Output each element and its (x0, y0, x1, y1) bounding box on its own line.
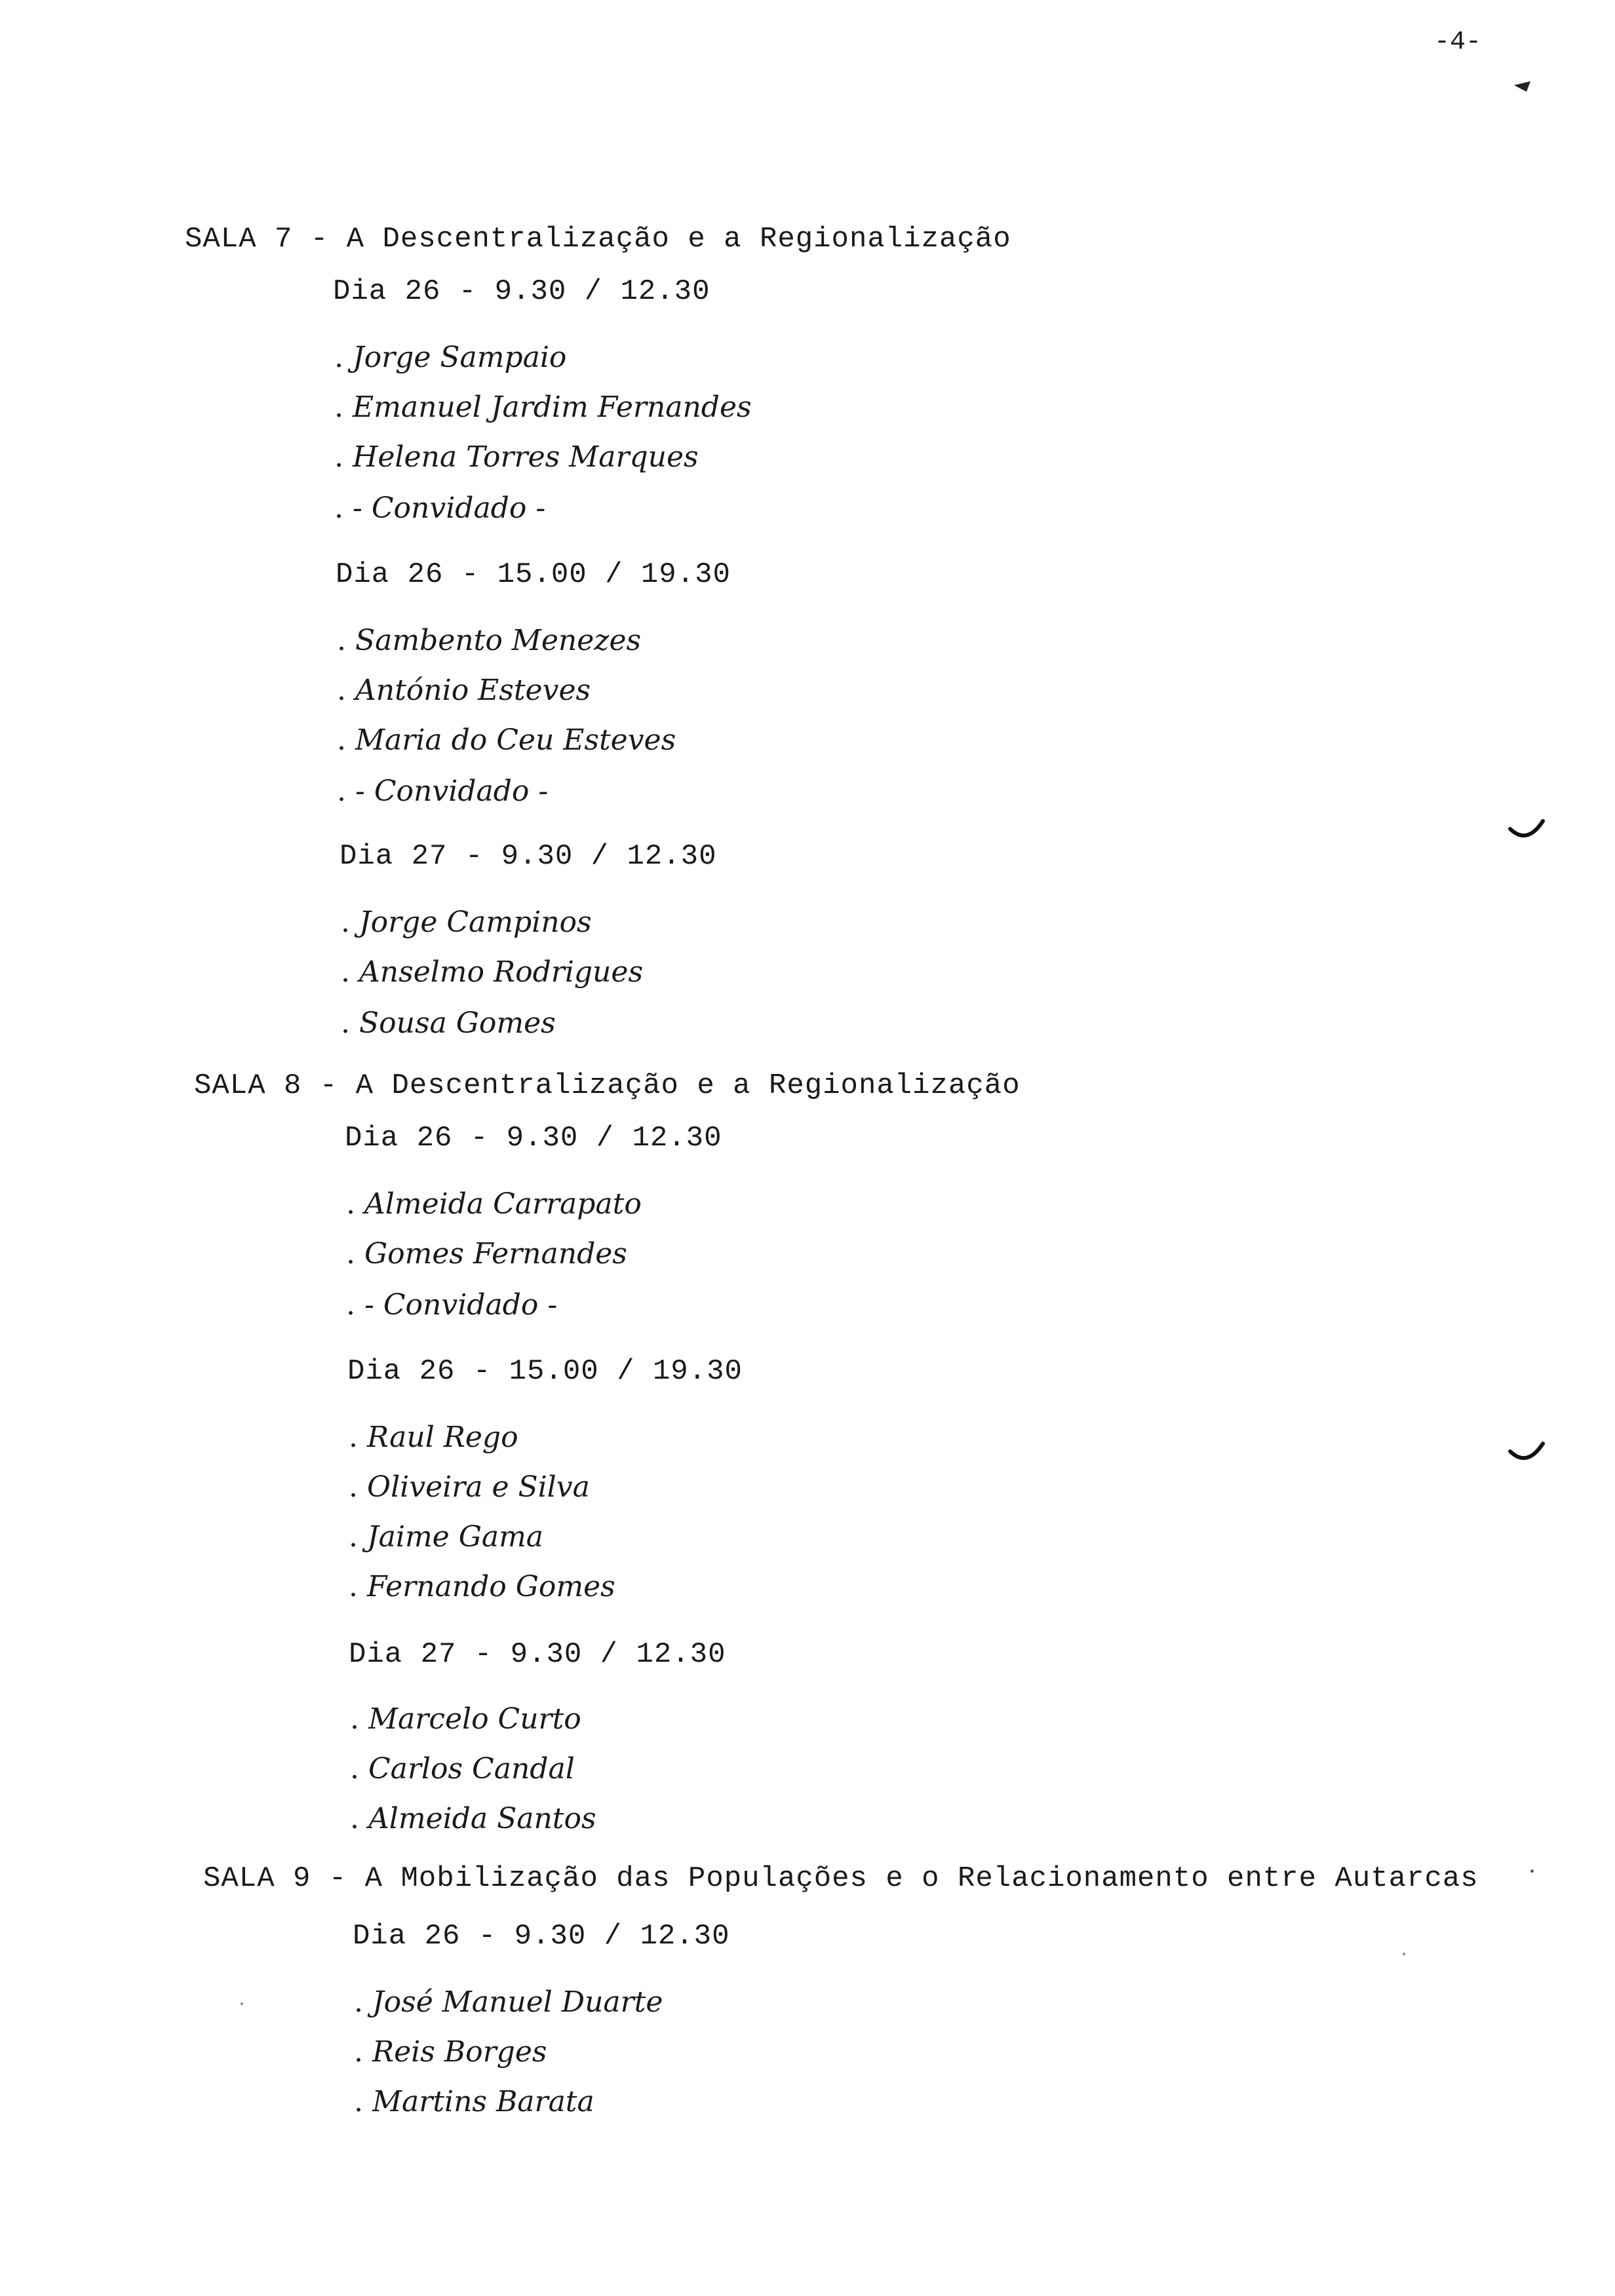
participant-name: . Sambento Menezes (337, 624, 642, 657)
participant-name: . Maria do Ceu Esteves (337, 723, 676, 757)
participant-name: . José Manuel Duarte (354, 1985, 663, 2019)
participant-name: . Raul Rego (349, 1421, 518, 1454)
participant-name: . Emanuel Jardim Fernandes (334, 391, 752, 424)
session-time: Dia 27 - 9.30 / 12.30 (340, 840, 717, 873)
participant-name: . Carlos Candal (350, 1752, 575, 1786)
sala-9-heading: SALA 9 - A Mobilização das Populações e o Relacionamento entre Autarcas (203, 1862, 1479, 1895)
handwritten-mark (1508, 1438, 1547, 1471)
session-time: Dia 27 - 9.30 / 12.30 (349, 1638, 726, 1671)
stray-mark (1403, 1953, 1405, 1955)
participant-name: . Sousa Gomes (341, 1006, 556, 1040)
session-time: Dia 26 - 15.00 / 19.30 (347, 1355, 743, 1388)
participant-name: . Jorge Sampaio (334, 341, 567, 374)
participant-name: . Almeida Carrapato (346, 1187, 642, 1221)
stray-mark (1530, 1869, 1534, 1873)
page-number: -4- (1434, 28, 1482, 57)
sala-8-heading: SALA 8 - A Descentralização e a Regionalização (194, 1069, 1021, 1102)
participant-name: . - Convidado - (334, 491, 546, 525)
handwritten-mark (1511, 72, 1537, 98)
participant-name: . Anselmo Rodrigues (341, 955, 644, 989)
participant-name: . Jorge Campinos (341, 906, 592, 939)
participant-name: . Marcelo Curto (350, 1702, 581, 1736)
participant-name: . Gomes Fernandes (346, 1237, 627, 1271)
session-time: Dia 26 - 15.00 / 19.30 (336, 558, 731, 591)
sala-7-heading: SALA 7 - A Descentralização e a Regionalização (185, 223, 1011, 256)
handwritten-mark (1508, 816, 1547, 849)
participant-name: . Fernando Gomes (349, 1570, 615, 1603)
participant-name: . Helena Torres Marques (334, 440, 699, 474)
participant-name: . Martins Barata (354, 2085, 594, 2118)
participant-name: . Oliveira e Silva (349, 1470, 590, 1504)
participant-name: . - Convidado - (346, 1288, 558, 1322)
participant-name: . - Convidado - (337, 775, 549, 808)
participant-name: . Jaime Gama (349, 1520, 544, 1554)
participant-name: . Reis Borges (354, 2035, 547, 2069)
stray-mark (241, 2002, 243, 2005)
session-time: Dia 26 - 9.30 / 12.30 (333, 275, 710, 308)
participant-name: . Almeida Santos (350, 1802, 596, 1835)
session-time: Dia 26 - 9.30 / 12.30 (345, 1122, 722, 1155)
participant-name: . António Esteves (337, 674, 591, 707)
session-time: Dia 26 - 9.30 / 12.30 (353, 1920, 730, 1953)
